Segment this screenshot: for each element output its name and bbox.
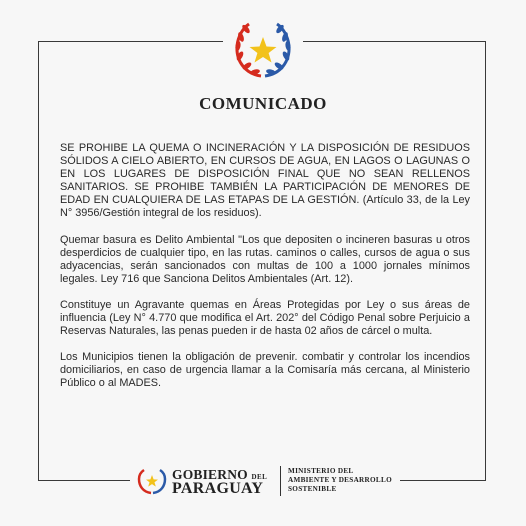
- paragraph-aggravating: Constituye un Agravante quemas en Áreas Protegidas por Ley o sus áreas de influencia (Ley N° 4.770 que modifica el Art. 202° del Código Penal sobre Perjuicio a Reservas Naturales, las penas pueden ir de hasta 02 años de cárcel o multa.: [60, 298, 470, 338]
- ministry-line2: AMBIENTE Y DESARROLLO: [288, 476, 393, 484]
- ministry-name: [288, 467, 392, 494]
- paragraph-prohibition: SE PROHIBE LA QUEMA O INCINERACIÓN Y LA DISPOSICIÓN DE RESIDUOS SÓLIDOS A CIELO ABIERTO, EN CURSOS DE AGUA, EN LAGOS O LAGUNAS O EN LOS LUGARES DE DISPOSICIÓN FINAL QUE NO SEAN RELLENOS SANITARIOS. SE PROHIBE TAMBIÉN LA PARTICIPACIÓN DE MENORES DE EDAD EN CUALQUIERA DE LAS ETAPAS DE LA GESTIÓN. (Artículo 33, de la Ley N° 3956/Gestión integral de los residuos).: [60, 142, 470, 220]
- gov-del-text: DEL: [251, 473, 268, 481]
- footer-divider: [280, 466, 281, 496]
- document-title: COMUNICADO: [199, 94, 327, 113]
- document-body: [60, 142, 470, 404]
- footer-logo: [137, 462, 407, 502]
- ministry-line3: SOSTENIBLE: [288, 485, 337, 493]
- paragraph-municipalities: Los Municipios tienen la obligación de prevenir. combatir y controlar los incendios domiciliarios, en caso de urgencia llamar a la Comisaría más cercana, al Ministerio Público o al MADES.: [60, 351, 470, 390]
- paragraph-environmental-crime: Quemar basura es Delito Ambiental "Los que depositen o incineren basuras u otros desperdicios de cualquier tipo, en las rutas. caminos o calles, cursos de agua o sus adyacencias, serán sancionados con multas de 100 a 1000 jornales mínimos legales. Ley 716 que Sanciona Delitos Ambientales (Art. 12).: [60, 233, 470, 285]
- government-name-line2: PARAGUAY: [172, 480, 264, 497]
- gov-line1-text: GOBIERNO: [172, 467, 248, 482]
- paraguay-crest-icon: [228, 14, 298, 84]
- paraguay-emblem-icon: [137, 466, 167, 496]
- ministry-line1: MINISTERIO DEL: [288, 467, 354, 475]
